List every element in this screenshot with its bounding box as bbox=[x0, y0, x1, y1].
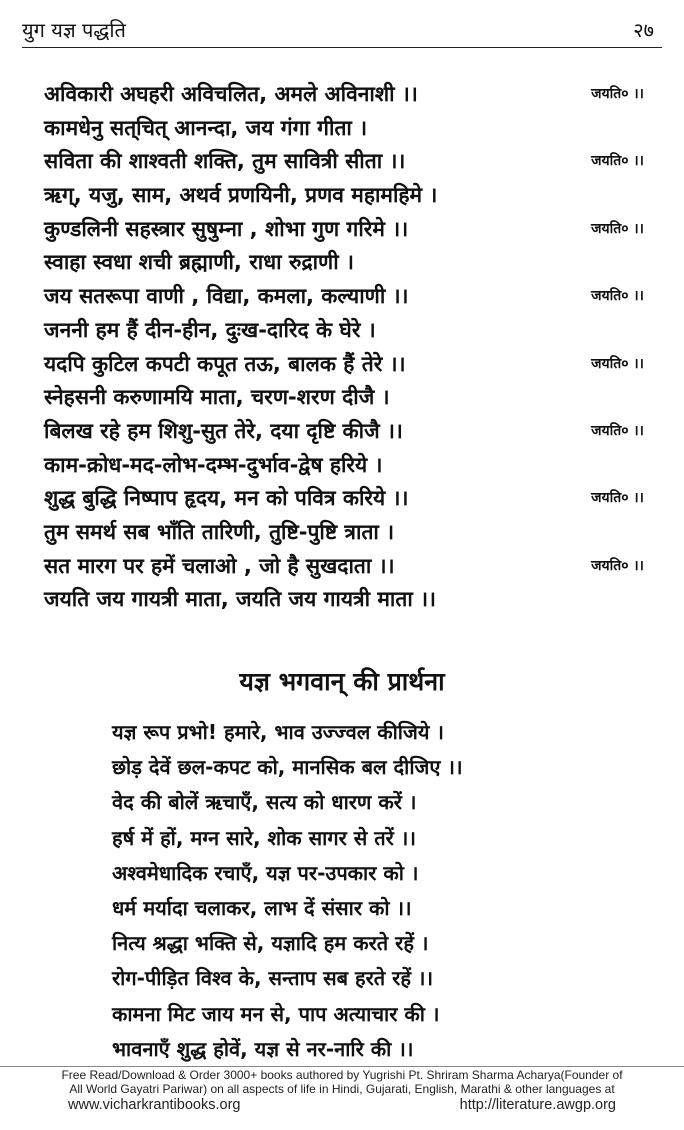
footer-notice-line: All World Gayatri Pariwar) on all aspects of life in Hindi, Gujarati, English, Marathi & other languages at bbox=[69, 1082, 615, 1096]
prayer-line: वेद की बोलें ऋचाएँ, सत्य को धारण करें । bbox=[112, 790, 417, 815]
prayer-line: छोड़ देवें छल-कपट को, मानसिक बल दीजिए ।। bbox=[112, 755, 463, 780]
prayer-title: यज्ञ भगवान्‌ की प्रार्थना bbox=[239, 667, 445, 696]
verse-text: यदपि कुटिल कपटी कपूत तऊ, बालक हैं तेरे ।। bbox=[44, 351, 406, 376]
refrain-marker: जयति० ।। bbox=[591, 422, 644, 439]
prayer-verses bbox=[112, 715, 602, 1067]
refrain-marker: जयति० ।। bbox=[591, 557, 644, 574]
prayer-line: धर्म मर्यादा चलाकर, लाभ दें संसार को ।। bbox=[112, 895, 412, 920]
header-rule bbox=[22, 47, 662, 48]
refrain-marker: जयति० ।। bbox=[591, 86, 644, 102]
verse-text: शुद्ध बुद्धि निष्पाप हृदय, मन को पवित्र करिये ।। bbox=[44, 486, 409, 511]
refrain-marker: जयति० ।। bbox=[591, 355, 644, 372]
verse-text: जयति जय गायत्री माता, जयति जय गायत्री माता ।। bbox=[44, 587, 437, 612]
verse-line bbox=[44, 246, 644, 280]
verse-text: जननी हम हैं दीन-हीन, दुःख-दारिद के घेरे । bbox=[44, 317, 376, 342]
footer-notice-line: Free Read/Download & Order 3000+ books authored by Yugrishi Pt. Shriram Sharma Acharya(Founder of bbox=[61, 1068, 623, 1082]
prayer-line: कामना मिट जाय मन से, पाप अत्याचार की । bbox=[112, 1001, 440, 1026]
verse-text: सविता की शाश्वती शक्ति, तुम सावित्री सीता ।। bbox=[44, 149, 406, 174]
refrain-marker: जयति० ।। bbox=[591, 288, 644, 305]
verse-line bbox=[44, 381, 644, 415]
prayer-line: यज्ञ रूप प्रभो! हमारे, भाव उज्ज्वल कीजिये । bbox=[112, 720, 444, 744]
page-number: २७ bbox=[633, 18, 654, 42]
vicharkranti-link[interactable]: www.vicharkrantibooks.org bbox=[68, 1097, 241, 1113]
prayer-line: नित्य श्रद्धा भक्ति से, यज्ञादि हम करते रहें । bbox=[112, 931, 429, 956]
prayer-line: भावनाएँ शुद्ध होवें, यज्ञ से नर-नारि की ।। bbox=[112, 1036, 414, 1061]
verse-text: ऋग्‌, यजु, साम, अथर्व प्रणयिनी, प्रणव महामहिमे । bbox=[44, 183, 438, 208]
verse-text: कामधेनु सत्‌चित्‌ आनन्दा, जय गंगा गीता । bbox=[44, 115, 368, 140]
verse-text: स्वाहा स्वधा शची ब्रह्माणी, राधा रुद्राणी । bbox=[44, 250, 354, 275]
verse-line bbox=[44, 550, 644, 584]
page-header bbox=[22, 4, 662, 48]
awgp-literature-link[interactable]: http://literature.awgp.org bbox=[459, 1097, 616, 1113]
verse-line bbox=[44, 516, 644, 550]
verse-line bbox=[44, 482, 644, 516]
prayer-line: हर्ष में हों, मग्न सारे, शोक सागर से तरें ।। bbox=[112, 825, 416, 850]
verse-line bbox=[44, 145, 644, 179]
verse-text: जय सतरूपा वाणी , विद्या, कमला, कल्याणी ।। bbox=[44, 284, 409, 309]
verse-text: अविकारी अघहरी अविचलित, अमले अविनाशी ।। bbox=[44, 82, 418, 106]
verse-line bbox=[44, 415, 644, 449]
refrain-marker: जयति० ।। bbox=[591, 490, 644, 507]
verse-line bbox=[44, 213, 644, 247]
prayer-line: रोग-पीड़ित विश्व के, सन्ताप सब हरते रहें ।। bbox=[112, 966, 434, 991]
verse-text: बिलख रहे हम शिशु-सुत तेरे, दया दृष्टि कीजै ।। bbox=[44, 418, 403, 443]
verse-line bbox=[44, 112, 644, 146]
footer-notice bbox=[20, 1068, 664, 1096]
refrain-marker: जयति० ।। bbox=[591, 220, 644, 237]
verse-line bbox=[44, 179, 644, 213]
prayer-line: अश्वमेधादिक रचाएँ, यज्ञ पर-उपकार को । bbox=[112, 860, 419, 885]
verse-text: स्नेहसनी करुणामयि माता, चरण-शरण दीजै । bbox=[44, 385, 390, 410]
verse-text: काम-क्रोध-मद-लोभ-दम्भ-दुर्भाव-द्वेष हरिये । bbox=[44, 452, 383, 477]
refrain-marker: जयति० ।। bbox=[591, 153, 644, 170]
page-footer bbox=[0, 1063, 684, 1130]
running-title: युग यज्ञ पद्धति bbox=[22, 18, 126, 42]
verse-line bbox=[44, 348, 644, 382]
verse-line bbox=[44, 78, 644, 112]
aarti-verses bbox=[44, 78, 644, 617]
verse-line bbox=[44, 280, 644, 314]
verse-text: सत मारग पर हमें चलाओ , जो है सुखदाता ।। bbox=[44, 553, 395, 578]
verse-text: कुण्डलिनी सहस्त्रार सुषुम्ना , शोभा गुण गरिमे ।। bbox=[44, 216, 409, 241]
verse-line bbox=[44, 583, 644, 617]
footer-rule bbox=[0, 1066, 684, 1067]
verse-text: तुम समर्थ सब भाँति तारिणी, तुष्टि-पुष्टि त्राता । bbox=[44, 519, 395, 544]
verse-line bbox=[44, 449, 644, 483]
verse-line bbox=[44, 314, 644, 348]
